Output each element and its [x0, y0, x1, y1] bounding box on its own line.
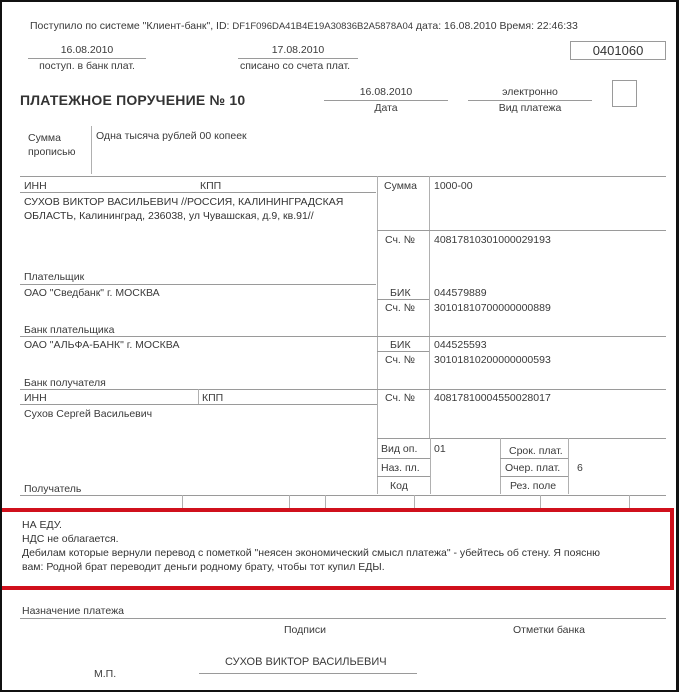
received-info	[30, 20, 578, 32]
payer-sum-value: 1000-00	[434, 180, 473, 192]
divider	[20, 336, 666, 337]
divider	[325, 495, 326, 508]
reserve-label: Рез. поле	[510, 480, 557, 492]
divider	[500, 458, 568, 459]
divider	[377, 176, 378, 494]
divider	[568, 438, 569, 494]
divider	[377, 299, 429, 300]
divider	[377, 458, 430, 459]
document-date: 16.08.2010	[359, 86, 413, 98]
payer-bank-name: ОАО "Сведбанк" г. МОСКВА	[24, 287, 160, 299]
divider	[414, 495, 415, 508]
divider	[20, 404, 377, 405]
payer-name-line1: СУХОВ ВИКТОР ВАСИЛЬЕВИЧ //РОССИЯ, КАЛИНИНГРАДСКАЯ	[24, 196, 344, 208]
divider	[198, 389, 199, 404]
purpose-line-1: НА ЕДУ.	[22, 519, 62, 531]
payer-bank-account-value: 30101810700000000889	[434, 302, 551, 314]
divider	[28, 58, 146, 59]
bank-received-label: поступ. в банк плат.	[39, 60, 135, 72]
document-date-label: Дата	[374, 102, 398, 114]
divider	[20, 192, 376, 193]
priority-label: Очер. плат.	[505, 462, 561, 474]
divider	[20, 284, 376, 285]
code-label: Код	[390, 480, 408, 492]
divider	[629, 495, 630, 508]
divider	[20, 495, 666, 496]
amount-words-label-line2: прописью	[28, 146, 76, 158]
payee-bank-account-value: 30101810200000000593	[434, 354, 551, 366]
payee-bank-label: Банк получателя	[24, 377, 106, 389]
divider	[377, 351, 429, 352]
payment-kind: электронно	[502, 86, 558, 98]
payment-purpose-text	[22, 518, 600, 574]
received-prefix: Поступило по системе "Клиент-банк", ID:	[30, 20, 233, 32]
form-code: 0401060	[570, 41, 666, 60]
debited-label: списано со счета плат.	[240, 60, 351, 72]
op-type-value: 01	[434, 443, 446, 455]
divider	[540, 495, 541, 508]
payee-account-value: 40817810004550028017	[434, 392, 551, 404]
payer-name-line2: ОБЛАСТЬ, Калининград, 236038, ул Чувашская, д.9, кв.91//	[24, 210, 314, 222]
divider	[91, 126, 92, 174]
received-datetime: дата: 16.08.2010 Время: 22:46:33	[413, 20, 578, 32]
payer-bank-account-label: Сч. №	[385, 302, 416, 314]
payee-name: Сухов Сергей Васильевич	[24, 408, 153, 420]
payer-account-value: 40817810301000029193	[434, 234, 551, 246]
payer-name	[24, 195, 343, 223]
bank-marks-label: Отметки банка	[513, 624, 585, 636]
divider	[324, 100, 448, 101]
document-title: ПЛАТЕЖНОЕ ПОРУЧЕНИЕ № 10	[20, 92, 246, 108]
divider	[500, 476, 568, 477]
purpose-line-3: Дебилам которые вернули перевод с пометкой "неясен экономический смысл платежа" - убейтесь об стену. Я поясню	[22, 547, 601, 559]
payer-inn-label: ИНН	[24, 180, 47, 192]
payer-bank-bik-value: 044579889	[434, 287, 487, 299]
payee-label: Получатель	[24, 483, 82, 495]
payee-bank-bik-label: БИК	[390, 339, 411, 351]
payment-purpose-highlight	[2, 508, 674, 590]
purpose-line-2: НДС не облагается.	[22, 533, 119, 545]
divider	[20, 176, 666, 177]
payer-bank-label: Банк плательщика	[24, 324, 115, 336]
bank-received-date: 16.08.2010	[60, 44, 114, 56]
divider	[238, 58, 358, 59]
amount-words-label	[28, 131, 76, 159]
payer-label: Плательщик	[24, 271, 85, 283]
purpose-code-label: Наз. пл.	[381, 462, 420, 474]
debited-date: 17.08.2010	[271, 44, 325, 56]
stamp-label: М.П.	[94, 668, 117, 680]
priority-value: 6	[577, 462, 583, 474]
received-id: DF1F096DA41B4E19A30836B2A5878A04	[232, 21, 414, 32]
checkbox-field	[612, 80, 637, 107]
due-label: Срок. плат.	[509, 445, 563, 457]
purpose-line-4: вам: Родной брат переводит деньги родному брату, чтобы тот купил ЕДЫ.	[22, 561, 385, 573]
divider	[20, 618, 666, 619]
payer-kpp-label: КПП	[200, 180, 222, 192]
payee-bank-bik-value: 044525593	[434, 339, 487, 351]
purpose-label: Назначение платежа	[22, 605, 124, 617]
divider	[468, 100, 592, 101]
payee-inn-label: ИНН	[24, 392, 47, 404]
payee-bank-account-label: Сч. №	[385, 354, 416, 366]
payee-bank-name: ОАО "АЛЬФА-БАНК" г. МОСКВА	[24, 339, 180, 351]
divider	[377, 438, 666, 439]
payer-bank-bik-label: БИК	[390, 287, 411, 299]
divider	[377, 230, 666, 231]
payee-account-label: Сч. №	[385, 392, 416, 404]
payment-kind-label: Вид платежа	[498, 102, 562, 114]
divider	[500, 438, 501, 494]
payer-account-label: Сч. №	[385, 234, 416, 246]
divider	[377, 476, 430, 477]
divider	[20, 389, 666, 390]
signatures-label: Подписи	[284, 624, 326, 636]
payee-kpp-label: КПП	[202, 392, 224, 404]
op-type-label: Вид оп.	[381, 443, 418, 455]
divider	[430, 438, 431, 494]
amount-words-value: Одна тысяча рублей 00 копеек	[96, 130, 247, 142]
divider	[429, 176, 430, 438]
amount-words-label-line1: Сумма	[28, 132, 61, 144]
divider	[182, 495, 183, 508]
payer-sum-label: Сумма	[384, 180, 417, 192]
divider	[289, 495, 290, 508]
signer-name: СУХОВ ВИКТОР ВАСИЛЬЕВИЧ	[225, 656, 387, 668]
signature-line	[199, 673, 417, 674]
